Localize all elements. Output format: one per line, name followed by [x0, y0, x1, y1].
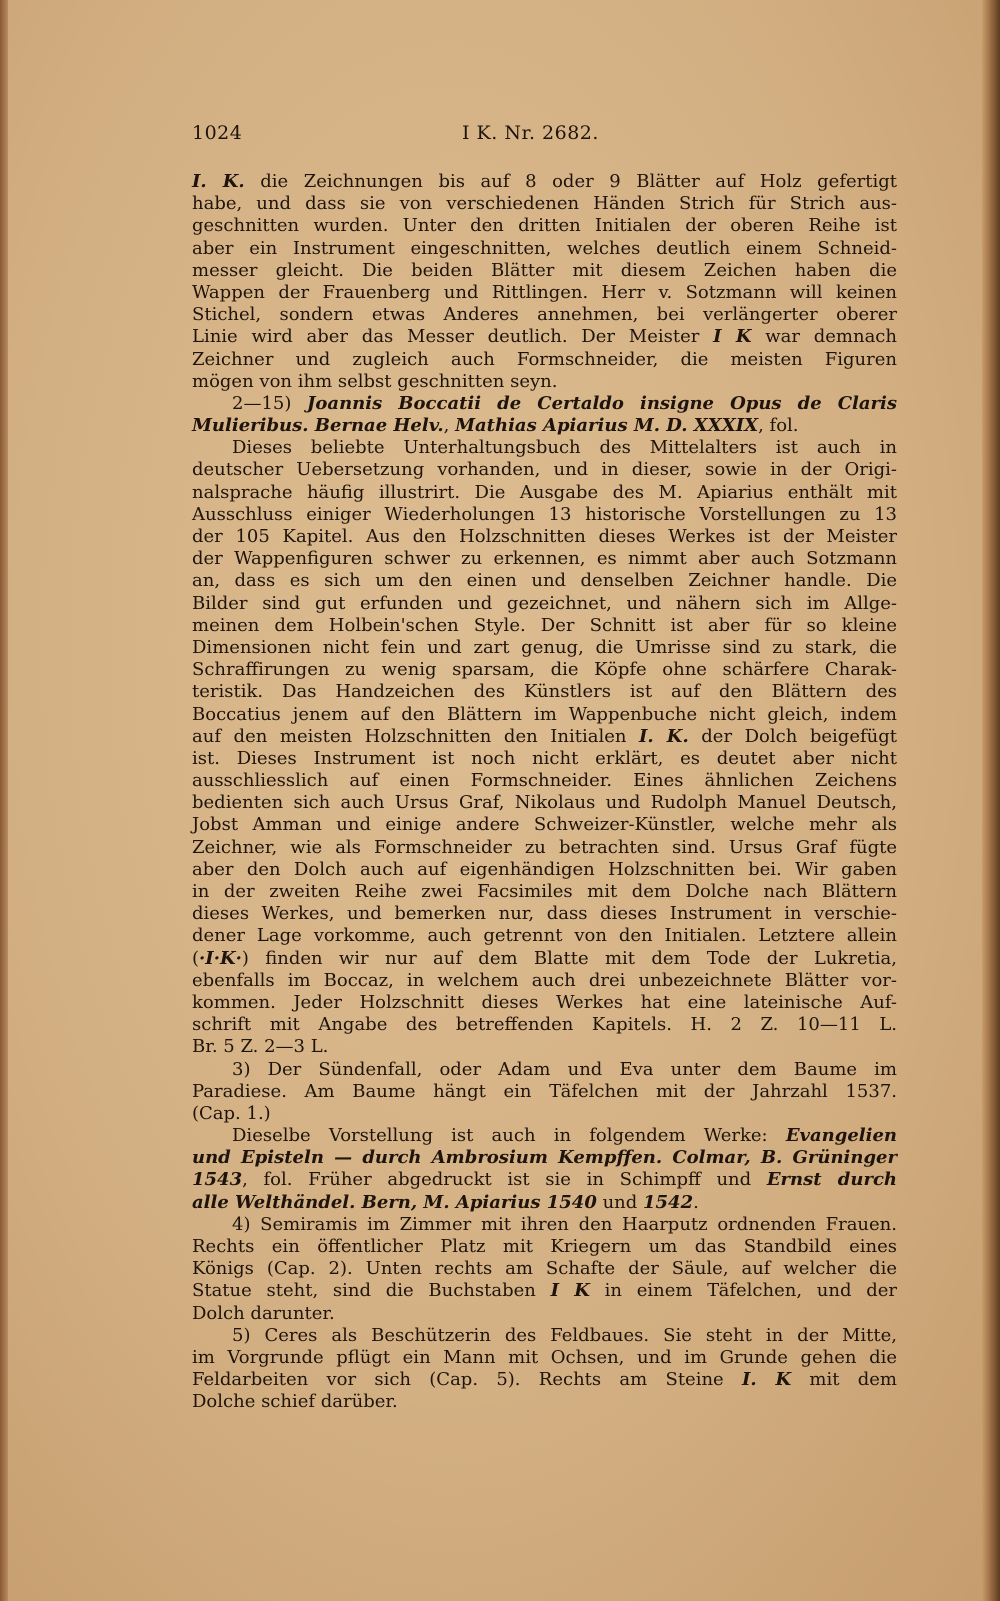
text-line — [192, 1303, 897, 1325]
italic-segment: ·I·K· — [199, 947, 242, 969]
text-line — [192, 282, 897, 304]
text-segment: nalsprache häufig illustrirt. Die Ausgabe des M. Apiarius enthält mit — [192, 481, 897, 503]
text-segment: mit dem — [791, 1369, 897, 1391]
text-line — [192, 349, 897, 371]
text-segment: Statue steht, sind die Buchstaben — [192, 1280, 551, 1302]
text-line — [192, 1192, 897, 1214]
text-line — [192, 1369, 897, 1391]
text-segment: aber den Dolch auch auf eigenhändigen Holzschnitten bei. Wir gaben — [192, 858, 897, 880]
italic-segment: I K — [713, 326, 752, 348]
text-line — [192, 1258, 897, 1280]
text-segment: Bilder sind gut erfunden und gezeichnet, und nähern sich im Allge- — [192, 592, 897, 614]
text-segment: , — [443, 415, 456, 437]
text-line — [192, 1125, 897, 1147]
text-segment: messer gleicht. Die beiden Blätter mit diesem Zeichen haben die — [192, 259, 897, 281]
text-line — [192, 814, 897, 836]
text-line — [192, 570, 897, 592]
text-segment: Ausschluss einiger Wiederholungen 13 historische Vorstellungen zu 13 — [192, 503, 897, 525]
text-line — [192, 504, 897, 526]
text-segment: Rechts ein öffentlicher Platz mit Kriegern um das Standbild eines — [192, 1236, 897, 1257]
text-segment: Königs (Cap. 2). Unten rechts am Schafte der Säule, auf welcher die — [192, 1258, 897, 1280]
text-line — [192, 1236, 897, 1258]
text-segment: dener Lage vorkomme, auch getrennt von den Initialen. Letztere allein — [192, 925, 897, 947]
text-line — [192, 393, 897, 415]
text-segment: deutscher Uebersetzung vorhanden, und in dieser, sowie in der Origi- — [192, 459, 897, 481]
italic-segment: Joannis Boccatii de Certaldo insigne Opus de Claris — [306, 392, 897, 414]
text-line — [192, 903, 897, 925]
text-segment: der Dolch beigefügt — [688, 725, 897, 747]
italic-segment: 1542 — [643, 1191, 694, 1213]
text-line — [192, 681, 897, 703]
text-segment: , fol. Früher abgedruckt ist sie in Schimpff und — [242, 1169, 767, 1191]
body-text — [192, 171, 897, 1414]
text-segment: die Zeichnungen bis auf 8 oder 9 Blätter auf Holz gefertigt — [244, 171, 897, 192]
text-segment: der Wappenfiguren schwer zu erkennen, es nimmt aber auch Sotzmann — [192, 548, 897, 570]
text-line — [192, 1014, 897, 1036]
text-segment: auf den meisten Holzschnitten den Initialen — [192, 725, 640, 747]
text-segment: (Cap. 1.) — [192, 1102, 271, 1124]
text-segment: mögen von ihm selbst geschnitten seyn. — [192, 370, 558, 392]
italic-segment: I K — [550, 1280, 590, 1302]
text-segment: schrift mit Angabe des betreffenden Kapitels. H. 2 Z. 10—11 L. — [192, 1014, 897, 1036]
text-line — [192, 837, 897, 859]
text-line — [192, 1325, 897, 1347]
text-line — [192, 659, 897, 681]
text-segment: ausschliesslich auf einen Formschneider. Eines ähnlichen Zeichens — [192, 770, 897, 792]
text-segment: ( — [192, 947, 200, 969]
text-line — [192, 1280, 897, 1302]
text-line — [192, 304, 897, 326]
page-left-edge — [0, 0, 8, 1601]
text-line — [192, 792, 897, 814]
text-segment: meinen dem Holbein'schen Style. Der Schnitt ist aber für so kleine — [192, 614, 897, 636]
text-segment: war demnach — [751, 326, 897, 348]
text-line — [192, 615, 897, 637]
text-segment: Dimensionen nicht fein und zart genug, die Umrisse sind zu stark, die — [192, 636, 897, 658]
text-segment: Schraffirungen zu wenig sparsam, die Köpfe ohne schärfere Charak- — [192, 659, 897, 681]
text-segment: Zeichner und zugleich auch Formschneider, die meisten Figuren — [192, 348, 897, 370]
italic-segment: Ernst durch — [766, 1169, 897, 1191]
italic-segment: Mathias Apiarius M. D. XXXIX — [455, 415, 759, 437]
text-segment: , fol. — [758, 415, 799, 437]
text-segment: ebenfalls im Boccaz, in welchem auch drei unbezeichnete Blätter vor- — [192, 969, 897, 991]
text-line — [192, 193, 897, 215]
text-line — [192, 215, 897, 237]
text-segment: habe, und dass sie von verschiedenen Händen Strich für Strich aus- — [192, 193, 897, 215]
text-segment: ist. Dieses Instrument ist noch nicht erklärt, es deutet aber nicht — [192, 747, 897, 769]
text-line — [192, 637, 897, 659]
text-segment: Dieselbe Vorstellung ist auch in folgendem Werke: — [232, 1125, 786, 1147]
text-segment: Paradiese. Am Baume hängt ein Täfelchen mit der Jahrzahl 1537. — [192, 1080, 897, 1102]
text-segment: . — [693, 1191, 699, 1213]
text-line — [192, 1147, 897, 1169]
text-line — [192, 970, 897, 992]
italic-segment: I. K. — [192, 171, 245, 192]
text-segment: im Vorgrunde pflügt ein Mann mit Ochsen, und im Grunde gehen die — [192, 1346, 897, 1368]
text-line — [192, 415, 897, 437]
text-line — [192, 326, 897, 348]
text-segment: Feldarbeiten vor sich (Cap. 5). Rechts am Steine — [192, 1369, 742, 1391]
text-line — [192, 1214, 897, 1236]
text-line — [192, 1059, 897, 1081]
text-segment: der 105 Kapitel. Aus den Holzschnitten dieses Werkes ist der Meister — [192, 526, 897, 547]
text-line — [192, 770, 897, 792]
text-segment: in einem Täfelchen, und der — [589, 1280, 897, 1302]
italic-segment: Mulieribus. Bernae Helv. — [192, 415, 444, 437]
text-segment: Linie wird aber das Messer deutlich. Der Meister — [192, 326, 714, 348]
text-segment: Boccatius jenem auf den Blättern im Wappenbuche nicht gleich, indem — [192, 703, 897, 725]
text-line — [192, 948, 897, 970]
text-segment: bedienten sich auch Ursus Graf, Nikolaus und Rudolph Manuel Deutsch, — [192, 792, 897, 814]
text-segment: 4) Semiramis im Zimmer mit ihren den Haarputz ordnenden Frauen. — [232, 1213, 897, 1235]
text-line — [192, 859, 897, 881]
text-line — [192, 526, 897, 548]
text-segment: aber ein Instrument eingeschnitten, welches deutlich einem Schneid- — [192, 237, 897, 259]
text-segment: Dieses beliebte Unterhaltungsbuch des Mittelalters ist auch in — [232, 437, 897, 459]
text-segment: an, dass es sich um den einen und denselben Zeichner handle. Die — [192, 570, 897, 592]
page-number: 1024 — [192, 122, 243, 144]
text-line — [192, 260, 897, 282]
text-segment: 5) Ceres als Beschützerin des Feldbaues. Sie steht in der Mitte, — [232, 1324, 897, 1346]
text-line — [192, 548, 897, 570]
text-line — [192, 1169, 897, 1191]
text-segment: ) finden wir nur auf dem Blatte mit dem Tode der Lukretia, — [241, 947, 897, 969]
text-segment: geschnitten wurden. Unter den dritten Initialen der oberen Reihe ist — [192, 215, 897, 237]
page-right-edge — [982, 0, 1000, 1601]
text-segment: teristik. Das Handzeichen des Künstlers ist auf den Blättern des — [192, 681, 897, 703]
text-segment: Stichel, sondern etwas Anderes annehmen, bei verlängerter oberer — [192, 304, 897, 326]
italic-segment: und Episteln — durch Ambrosium Kempffen. Colmar, B. Grüninger — [192, 1147, 897, 1169]
text-line — [192, 881, 897, 903]
text-line — [192, 437, 897, 459]
text-segment: und — [596, 1191, 643, 1213]
italic-segment: I. K. — [639, 725, 689, 747]
text-line — [192, 1081, 897, 1103]
text-line — [192, 1347, 897, 1369]
text-line — [192, 1391, 897, 1413]
text-segment: dieses Werkes, und bemerken nur, dass dieses Instrument in verschie- — [192, 903, 897, 925]
text-segment: Zeichner, wie als Formschneider zu betrachten sind. Ursus Graf fügte — [192, 836, 897, 858]
italic-segment: 1543 — [192, 1169, 243, 1191]
text-line — [192, 992, 897, 1014]
text-line — [192, 171, 897, 193]
text-segment: in der zweiten Reihe zwei Facsimiles mit dem Dolche nach Blättern — [192, 881, 897, 902]
text-line — [192, 748, 897, 770]
text-line — [192, 1036, 897, 1058]
running-head: I K. Nr. 2682. — [462, 122, 599, 144]
text-segment: 2—15) — [232, 392, 307, 414]
text-line — [192, 704, 897, 726]
text-segment: 3) Der Sündenfall, oder Adam und Eva unter dem Baume im — [232, 1058, 897, 1080]
italic-segment: Evangelien — [785, 1125, 897, 1147]
text-line — [192, 482, 897, 504]
italic-segment: I. K — [741, 1369, 792, 1391]
text-line — [192, 1103, 897, 1125]
text-line — [192, 925, 897, 947]
text-line — [192, 238, 897, 260]
text-line — [192, 726, 897, 748]
text-segment: Dolch darunter. — [192, 1302, 335, 1324]
text-segment: Br. 5 Z. 2—3 L. — [192, 1036, 329, 1058]
text-segment: kommen. Jeder Holzschnitt dieses Werkes hat eine lateinische Auf- — [192, 991, 897, 1013]
text-line — [192, 371, 897, 393]
text-segment: Wappen der Frauenberg und Rittlingen. Herr v. Sotzmann will keinen — [192, 281, 897, 303]
page-header — [192, 122, 882, 152]
text-segment: Dolche schief darüber. — [192, 1391, 398, 1413]
text-line — [192, 593, 897, 615]
italic-segment: alle Welthändel. Bern, M. Apiarius 1540 — [192, 1191, 597, 1213]
text-segment: Jobst Amman und einige andere Schweizer-Künstler, welche mehr als — [192, 814, 897, 836]
text-line — [192, 459, 897, 481]
